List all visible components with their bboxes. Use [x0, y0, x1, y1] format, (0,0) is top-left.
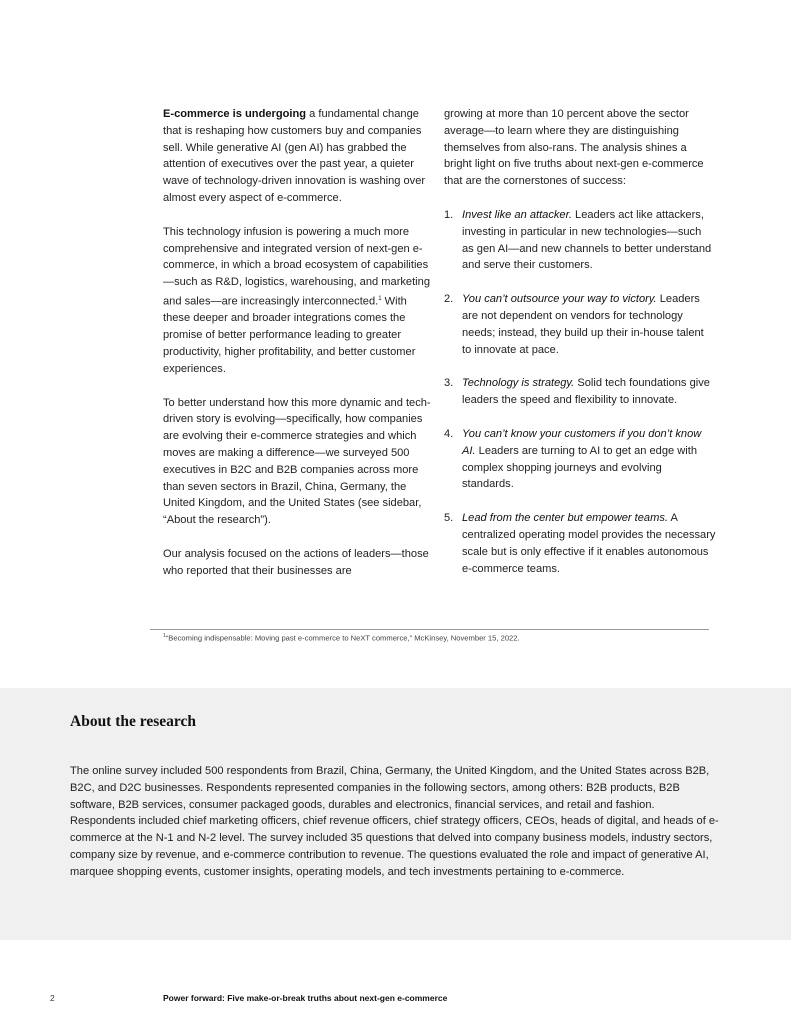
survey-paragraph: To better understand how this more dynamic and tech-driven story is evolving—specifically, how companies are evolving their e-commerce strategies and which moves are making a difference—we surveyed 500 executives in B2C and B2B companies across more than seven sectors in Brazil, China, Germany, the United Kingdom, and the United States (see sidebar, “About the research”).: [163, 396, 431, 527]
lead-in: E-commerce is undergoing: [163, 108, 307, 120]
list-item: [444, 426, 716, 493]
running-title: Power forward: Five make-or-break truths about next-gen e-commerce: [163, 993, 448, 1003]
list-item: [444, 510, 716, 577]
infusion-text: This technology infusion is powering a much more comprehensive and integrated version of next-gen e-commerce, in which a broad ecosystem of capabilities—such as R&D, logistics, warehousing, and marketing and sales—are increasingly interconnected.: [163, 225, 430, 308]
truths-list: [444, 207, 716, 577]
about-research-sidebar: [0, 688, 791, 940]
footnote-marker: 1: [163, 633, 166, 639]
analysis-paragraph: Our analysis focused on the actions of leaders—those who reported that their businesses are: [163, 548, 429, 577]
item-title: Lead from the center but empower teams.: [462, 512, 668, 525]
item-number: 1.: [444, 208, 454, 221]
footnote: [163, 633, 520, 643]
item-number: 3.: [444, 377, 454, 390]
list-item: [444, 207, 716, 274]
item-title: You can’t outsource your way to victory.: [462, 293, 657, 306]
left-column: [163, 106, 435, 597]
intro-paragraph: [163, 106, 435, 207]
item-title: Invest like an attacker.: [462, 208, 572, 221]
item-text: A centralized operating model provides the necessary scale but is only effective if it enables autonomous e-commerce teams.: [462, 512, 716, 575]
page-number: 2: [50, 993, 55, 1003]
item-number: 5.: [444, 512, 454, 525]
item-text: Leaders act like attackers, investing in particular in new technologies—such as gen AI—and new channels to better understand and serve their customers.: [462, 208, 712, 272]
item-number: 4.: [444, 427, 454, 440]
list-item: [444, 291, 716, 358]
sidebar-title: About the research: [70, 713, 196, 730]
infusion-paragraph: [163, 224, 435, 378]
footnote-ref: 1: [378, 295, 382, 302]
infusion-text-rest: With these deeper and broader integrations comes the promise of better performance leading to greater productivity, higher profitability, and better customer experiences.: [163, 295, 416, 375]
footnote-text: “Becoming indispensable: Moving past e-commerce to NeXT commerce,” McKinsey, November 15, 2022.: [165, 633, 520, 643]
item-title: You can’t know your customers if you don’t know AI.: [462, 427, 702, 457]
truths-intro: growing at more than 10 percent above the sector average—to learn where they are distinguishing themselves from also-rans. The analysis shines a bright light on five truths about next-gen e-commerce that are the cornerstones of success:: [444, 108, 704, 188]
item-text: Leaders are not dependent on vendors for technology needs; instead, they build up their in-house talent to innovate at pace.: [462, 293, 704, 356]
list-item: [444, 375, 716, 409]
item-text: Leaders are turning to AI to get an edge with complex shopping journeys and evolving standards.: [462, 444, 697, 491]
item-number: 2.: [444, 293, 454, 306]
item-text: Solid tech foundations give leaders the speed and flexibility to innovate.: [462, 377, 710, 407]
footnote-divider: [150, 629, 709, 630]
item-title: Technology is strategy.: [462, 377, 575, 390]
right-column: [444, 106, 716, 594]
sidebar-body: The online survey included 500 respondents from Brazil, China, Germany, the United Kingdom, and the United States across B2B, B2C, and D2C businesses. Respondents represented companies in the following sectors, among others: B2B products, B2B software, B2B services, consumer packaged goods, durables and electronics, financial services, and retail and fashion. Respondents included chief marketing officers, chief revenue officers, chief strategy officers, CEOs, heads of digital, and heads of e-commerce at the N-1 and N-2 level. The survey included 35 questions that delved into company business models, industry sectors, company size by revenue, and e-commerce contribution to revenue. The questions evaluated the role and impact of generative AI, marquee shopping events, customer insights, operating models, and tech investments pertaining to e-commerce.: [70, 765, 719, 878]
intro-text: a fundamental change that is reshaping how customers buy and companies sell. While generative AI (gen AI) has grabbed the attention of executives over the past year, a quieter wave of technology-driven innovation is washing over almost every aspect of e-commerce.: [163, 108, 426, 204]
